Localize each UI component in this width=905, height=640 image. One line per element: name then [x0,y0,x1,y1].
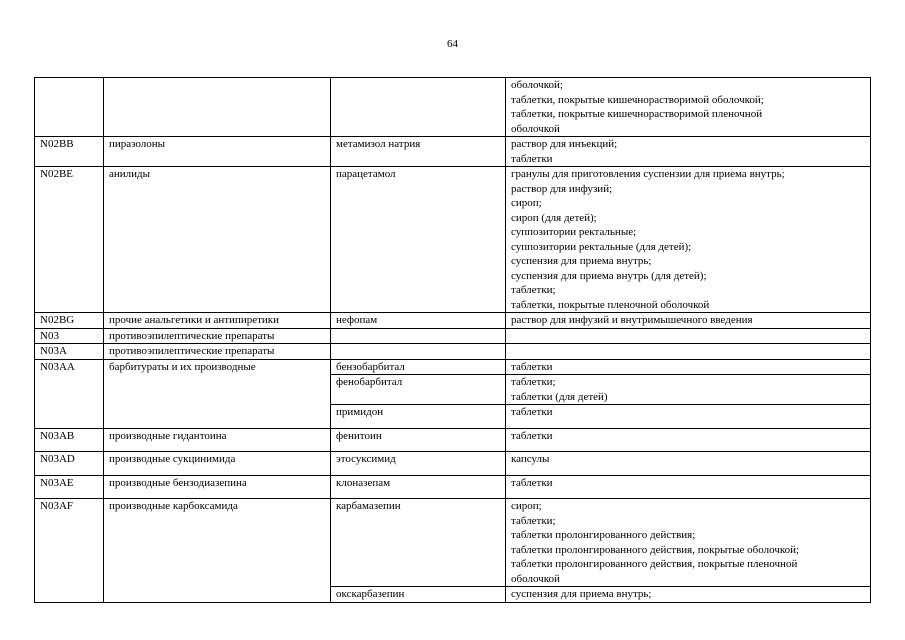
drug-name-cell [331,344,506,360]
dosage-form-line: таблетки; [511,376,556,388]
dosage-forms-cell [506,587,871,603]
dosage-forms-cell [506,167,871,313]
dosage-forms-cell [506,428,871,452]
drug-name-cell: карбамазепин [331,499,506,587]
anatomical-group-cell [104,78,331,137]
dosage-form-line: таблетки; [511,514,556,527]
drug-name-cell: бензобарбитал [331,359,506,375]
drug-table-body [35,78,871,603]
atc-code-cell: N03AF [35,499,104,603]
table-row [35,167,871,313]
dosage-forms-cell [506,313,871,329]
atc-code-cell: N02BB [35,137,104,167]
atc-code-cell: N02BG [35,313,104,329]
dosage-forms-cell [506,359,871,375]
dosage-forms-cell [506,375,871,405]
drug-name-cell: клоназепам [331,475,506,499]
table-row [35,137,871,167]
dosage-forms-cell [506,78,871,137]
atc-code-cell: N02BE [35,167,104,313]
page-number: 64 [447,38,458,50]
drug-name-cell [331,328,506,344]
dosage-form-line: капсулы [511,453,550,465]
dosage-form-line: таблетки пролонгированного действия, покрытые оболочкой; [511,543,800,556]
dosage-form-line: сироп; [511,500,542,512]
dosage-form-line: таблетки пролонгированного действия; [511,529,696,541]
atc-code-cell: N03AE [35,475,104,499]
table-row [35,359,871,375]
anatomical-group-cell: противоэпилептические препараты [104,328,331,344]
anatomical-group-cell: пиразолоны [104,137,331,167]
dosage-form-line: оболочкой [511,122,560,135]
table-row [35,78,871,137]
drug-name-cell: фенобарбитал [331,375,506,405]
dosage-forms-cell [506,499,871,587]
drug-name-cell: парацетамол [331,167,506,313]
dosage-form-line: гранулы для приготовления суспензии для приема внутрь; [511,168,785,180]
table-row [35,328,871,344]
dosage-forms-cell [506,344,871,360]
table-row [35,428,871,452]
anatomical-group-cell: прочие анальгетики и антипиретики [104,313,331,329]
anatomical-group-cell: барбитураты и их производные [104,359,331,428]
dosage-form-line: суспензия для приема внутрь; [511,588,652,600]
dosage-form-line: таблетки (для детей) [511,390,608,403]
drug-name-cell: примидон [331,405,506,429]
anatomical-group-cell: производные гидантоина [104,428,331,452]
drug-name-cell: этосуксимид [331,452,506,476]
table-row [35,475,871,499]
atc-code-cell [35,78,104,137]
dosage-form-line: суппозитории ректальные; [511,226,637,238]
drug-name-cell: фенитоин [331,428,506,452]
dosage-forms-cell [506,405,871,429]
anatomical-group-cell: производные сукцинимида [104,452,331,476]
dosage-form-line: таблетки пролонгированного действия, покрытые пленочной [511,558,798,570]
table-row [35,499,871,587]
table-row [35,313,871,329]
dosage-form-line: раствор для инфузий; [511,182,613,195]
table-row [35,452,871,476]
dosage-form-line: суспензия для приема внутрь (для детей); [511,269,707,282]
dosage-forms-cell [506,137,871,167]
drug-name-cell: нефопам [331,313,506,329]
dosage-form-line: таблетки [511,476,553,489]
dosage-form-line: сироп; [511,197,542,209]
dosage-form-line: оболочкой [511,572,560,585]
atc-code-cell: N03 [35,328,104,344]
dosage-form-line: раствор для инфузий и внутримышечного введения [511,314,753,326]
anatomical-group-cell: анилиды [104,167,331,313]
dosage-form-line: таблетки, покрытые кишечнорастворимой оболочкой; [511,93,764,106]
anatomical-group-cell: противоэпилептические препараты [104,344,331,360]
drug-name-cell [331,78,506,137]
drug-name-cell: метамизол натрия [331,137,506,167]
dosage-form-line: таблетки; [511,284,556,296]
dosage-form-line: суспензия для приема внутрь; [511,255,652,267]
atc-code-cell: N03AB [35,428,104,452]
drug-table [34,77,871,603]
table-row [35,344,871,360]
dosage-form-line: оболочкой; [511,79,563,91]
atc-code-cell: N03A [35,344,104,360]
dosage-forms-cell [506,328,871,344]
dosage-form-line: таблетки [511,152,553,165]
dosage-forms-cell [506,475,871,499]
dosage-form-line: таблетки [511,429,553,442]
atc-code-cell: N03AD [35,452,104,476]
dosage-form-line: сироп (для детей); [511,211,597,224]
dosage-form-line: суппозитории ректальные (для детей); [511,240,692,253]
dosage-form-line: таблетки [511,360,553,373]
dosage-forms-cell [506,452,871,476]
atc-code-cell: N03AA [35,359,104,428]
dosage-form-line: таблетки, покрытые кишечнорастворимой пленочной [511,108,763,120]
dosage-form-line: таблетки, покрытые пленочной оболочкой [511,298,710,311]
anatomical-group-cell: производные карбоксамида [104,499,331,603]
anatomical-group-cell: производные бензодиазепина [104,475,331,499]
drug-name-cell: окскарбазепин [331,587,506,603]
dosage-form-line: раствор для инъекций; [511,138,618,150]
dosage-form-line: таблетки [511,406,553,418]
